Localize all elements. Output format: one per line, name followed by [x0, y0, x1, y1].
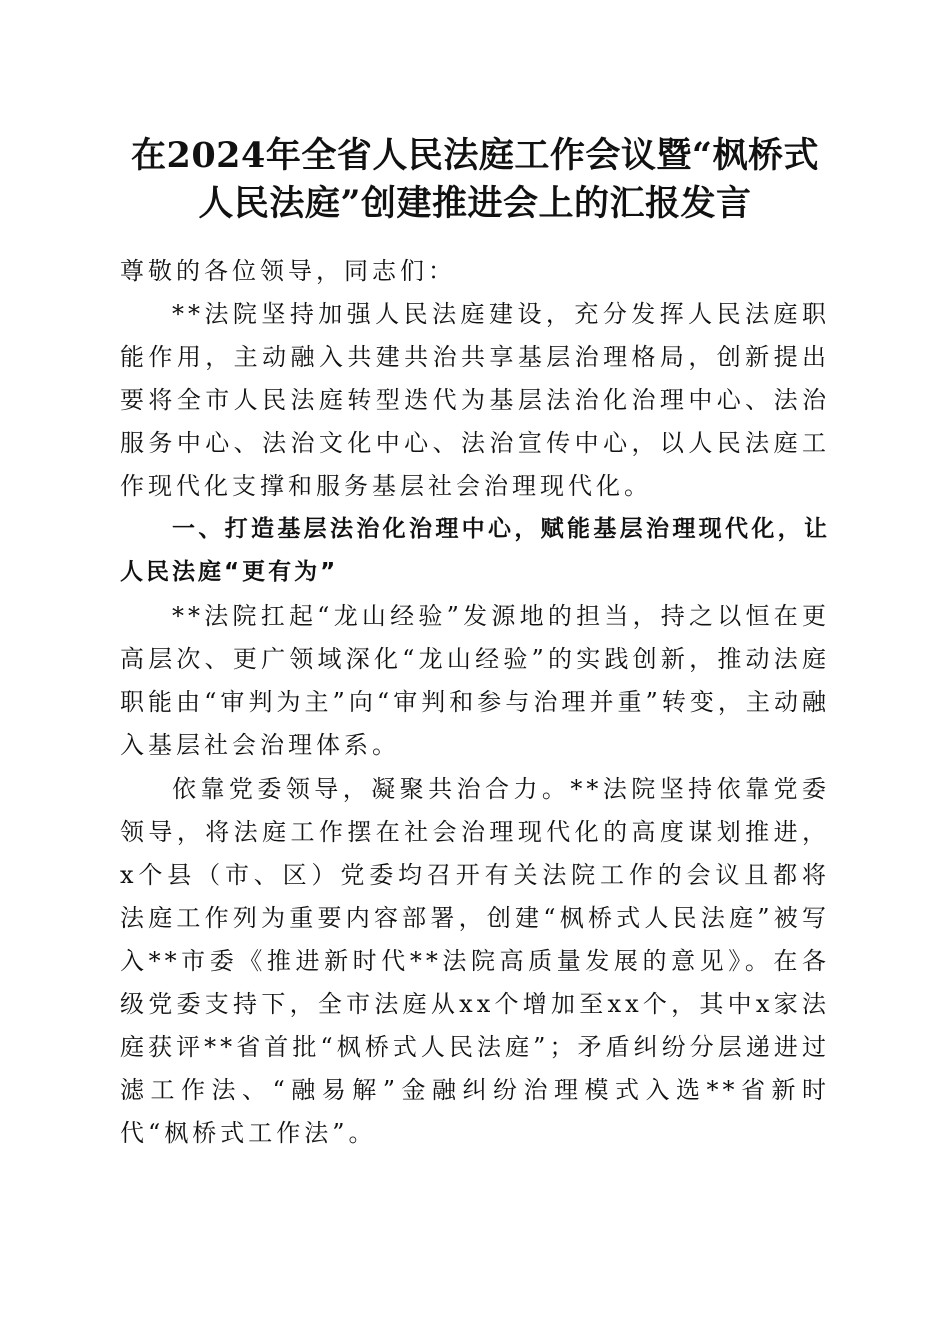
paragraph-longshan: **法院扛起“龙山经验”发源地的担当，持之以恒在更高层次、更广领域深化“龙山经验”的实践创新，推动法庭职能由“审判为主”向“审判和参与治理并重”转变，主动融入基层社会治理体系。 [120, 602, 830, 759]
document-body [120, 250, 830, 1155]
document-title [100, 132, 850, 228]
paragraph-party-leadership: 依靠党委领导，凝聚共治合力。**法院坚持依靠党委领导，将法庭工作摆在社会治理现代化的高度谋划推进，x个县（市、区）党委均召开有关法院工作的会议且都将法庭工作列为重要内容部署，创建“枫桥式人民法庭”被写入**市委《推进新时代**法院高质量发展的意见》。在各级党委支持下，全市法庭从xx个增加至xx个，其中x家法庭获评**省首批“枫桥式人民法庭”；矛盾纠纷分层递进过滤工作法、“融易解”金融纠纷治理模式入选**省新时代“枫桥式工作法”。 [120, 775, 830, 1147]
title-line-1: 在2024年全省人民法庭工作会议暨“枫桥式 [130, 135, 820, 176]
section-heading-1: 一、打造基层法治化治理中心，赋能基层治理现代化，让人民法庭“更有为” [120, 516, 830, 585]
salutation: 尊敬的各位领导，同志们： [120, 257, 456, 285]
title-line-2: 人民法庭”创建推进会上的汇报发言 [198, 183, 752, 224]
paragraph-intro: **法院坚持加强人民法庭建设，充分发挥人民法庭职能作用，主动融入共建共治共享基层治理格局，创新提出要将全市人民法庭转型迭代为基层法治化治理中心、法治服务中心、法治文化中心、法治宣传中心，以人民法庭工作现代化支撑和服务基层社会治理现代化。 [120, 300, 830, 500]
